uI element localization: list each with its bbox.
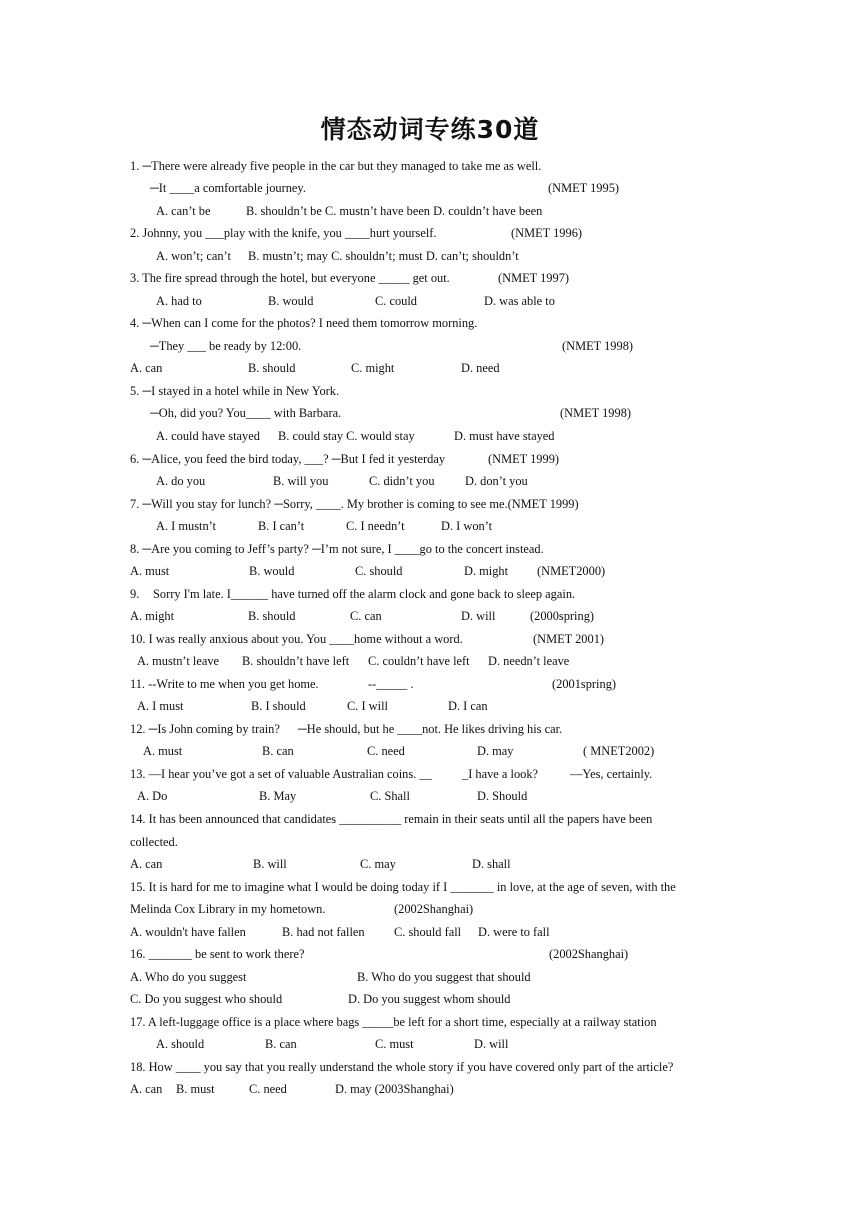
text-segment: C. couldn’t have left: [368, 654, 470, 668]
text-segment: C. Do you suggest who should: [130, 992, 283, 1006]
text-segment: 8. ─Are you coming to Jeff’s party? ─I’m not sure, I ____go to the concert instead.: [130, 542, 544, 556]
text-segment: D. I won’t: [441, 519, 493, 533]
text-segment: D. was able to: [484, 294, 555, 308]
text-segment: collected.: [130, 835, 178, 849]
text-segment: 10. I was really anxious about you. You ____home without a word.: [130, 632, 463, 646]
text-segment: D. will: [474, 1037, 509, 1051]
text-segment: D. may (2003Shanghai): [335, 1082, 454, 1096]
text-segment: ─They ___ be ready by 12:00.: [150, 339, 302, 353]
text-segment: D. shall: [472, 857, 511, 871]
text-segment: B. must: [176, 1082, 215, 1096]
text-segment: B. May: [259, 789, 297, 803]
text-segment: C. may: [360, 857, 396, 871]
text-segment: 16. _______ be sent to work there?: [130, 947, 305, 961]
text-segment: A. I mustn’t: [156, 519, 217, 533]
text-segment: 7. ─Will you stay for lunch? ─Sorry, ____. My brother is coming to see me.(NMET 1999): [130, 497, 579, 511]
text-segment: (NMET 1995): [548, 181, 620, 195]
text-segment: 13. —I hear you’ve got a set of valuable Australian coins. __: [130, 767, 432, 781]
text-segment: B. shouldn’t be C. mustn’t have been D. couldn’t have been: [246, 204, 543, 218]
text-segment: 6. ─Alice, you feed the bird today, ___? ─But I fed it yesterday: [130, 452, 446, 466]
text-segment: 4. ─When can I come for the photos? I need them tomorrow morning.: [130, 316, 478, 330]
text-segment: ─He should, but he ____not. He likes driving his car.: [298, 722, 563, 736]
text-segment: A. do you: [156, 474, 206, 488]
text-segment: B. can: [262, 744, 294, 758]
text-segment: A. won’t; can’t: [156, 249, 231, 263]
text-segment: ─Oh, did you? You____ with Barbara.: [150, 406, 342, 420]
text-segment: A. could have stayed: [156, 429, 260, 443]
text-segment: A. I must: [137, 699, 184, 713]
text-segment: D. must have stayed: [454, 429, 555, 443]
text-segment: D. might: [464, 564, 509, 578]
text-segment: _I have a look?: [462, 767, 539, 781]
text-segment: B. I can’t: [258, 519, 305, 533]
text-segment: ( MNET2002): [583, 744, 655, 758]
text-segment: C. I will: [347, 699, 388, 713]
text-segment: 3. The fire spread through the hotel, but everyone _____ get out.: [130, 271, 450, 285]
text-segment: (NMET 1999): [488, 452, 560, 466]
text-segment: C. must: [375, 1037, 414, 1051]
text-segment: C. should fall: [394, 925, 462, 939]
text-segment: ─It ____a comfortable journey.: [150, 181, 306, 195]
text-segment: D. needn’t leave: [488, 654, 570, 668]
text-segment: 15. It is hard for me to imagine what I would be doing today if I _______ in love, at the age of seven, with the: [130, 880, 676, 894]
text-segment: A. wouldn't have fallen: [130, 925, 246, 939]
text-segment: D. don’t you: [465, 474, 528, 488]
text-segment: A. can: [130, 857, 163, 871]
text-segment: A. might: [130, 609, 175, 623]
page-title: 情态动词专练30道: [320, 115, 540, 144]
text-segment: A. must: [130, 564, 170, 578]
text-segment: A. can’t be: [156, 204, 211, 218]
text-segment: B. will you: [273, 474, 329, 488]
text-segment: D. Do you suggest whom should: [348, 992, 511, 1006]
text-segment: C. need: [367, 744, 405, 758]
text-segment: B. I should: [251, 699, 306, 713]
text-segment: —Yes, certainly.: [570, 767, 653, 781]
text-segment: A. can: [130, 1082, 163, 1096]
text-segment: D. need: [461, 361, 500, 375]
text-segment: (NMET 1997): [498, 271, 570, 285]
text-segment: C. can: [350, 609, 382, 623]
text-segment: B. would: [268, 294, 314, 308]
text-segment: C. didn’t you: [369, 474, 435, 488]
text-segment: B. would: [249, 564, 295, 578]
text-segment: B. can: [265, 1037, 297, 1051]
text-segment: B. Who do you suggest that should: [357, 970, 531, 984]
text-segment: 1. ─There were already five people in the car but they managed to take me as well.: [130, 159, 542, 173]
text-segment: A. should: [156, 1037, 205, 1051]
text-segment: (NMET 1996): [511, 226, 583, 240]
text-segment: 17. A left-luggage office is a place where bags _____be left for a short time, especially at a railway station: [130, 1015, 657, 1029]
text-segment: B. mustn’t; may C. shouldn’t; must D. can’t; shouldn’t: [248, 249, 519, 263]
text-segment: (2000spring): [530, 609, 595, 623]
text-segment: A. Who do you suggest: [130, 970, 247, 984]
text-segment: D. will: [461, 609, 496, 623]
text-segment: 9.: [130, 587, 140, 601]
text-segment: 14. It has been announced that candidates __________ remain in their seats until all the papers have been: [130, 812, 653, 826]
text-segment: D. were to fall: [478, 925, 550, 939]
text-segment: Melinda Cox Library in my hometown.: [130, 902, 326, 916]
text-segment: B. will: [253, 857, 287, 871]
text-segment: D. may: [477, 744, 514, 758]
text-segment: C. I needn’t: [346, 519, 405, 533]
text-segment: 2. Johnny, you ___play with the knife, you ____hurt yourself.: [130, 226, 437, 240]
text-segment: (2001spring): [552, 677, 617, 691]
text-segment: (NMET 1998): [560, 406, 632, 420]
text-segment: A. had to: [156, 294, 202, 308]
text-segment: (2002Shanghai): [549, 947, 629, 961]
text-segment: B. had not fallen: [282, 925, 365, 939]
text-segment: A. mustn’t leave: [137, 654, 220, 668]
text-segment: B. should: [248, 361, 296, 375]
text-segment: C. could: [375, 294, 417, 308]
text-segment: C. need: [249, 1082, 287, 1096]
text-segment: (NMET 1998): [562, 339, 634, 353]
text-segment: 12. ─Is John coming by train?: [130, 722, 280, 736]
text-segment: A. must: [143, 744, 183, 758]
text-segment: (NMET 2001): [533, 632, 605, 646]
text-segment: A. can: [130, 361, 163, 375]
text-segment: Sorry I'm late. I______ have turned off the alarm clock and gone back to sleep again.: [153, 587, 576, 601]
text-segment: 5. ─I stayed in a hotel while in New York.: [130, 384, 340, 398]
text-segment: (NMET2000): [537, 564, 606, 578]
text-segment: B. should: [248, 609, 296, 623]
text-segment: 11. --Write to me when you get home.: [130, 677, 319, 691]
text-segment: 18. How ____ you say that you really understand the whole story if you have covered only part of the article?: [130, 1060, 674, 1074]
text-segment: D. I can: [448, 699, 488, 713]
text-segment: B. shouldn’t have left: [242, 654, 350, 668]
text-segment: --_____ .: [368, 677, 414, 691]
text-segment: C. might: [351, 361, 395, 375]
text-segment: (2002Shanghai): [394, 902, 474, 916]
text-segment: C. should: [355, 564, 403, 578]
text-segment: A. Do: [137, 789, 168, 803]
text-segment: D. Should: [477, 789, 528, 803]
text-segment: C. Shall: [370, 789, 410, 803]
text-segment: B. could stay C. would stay: [278, 429, 415, 443]
